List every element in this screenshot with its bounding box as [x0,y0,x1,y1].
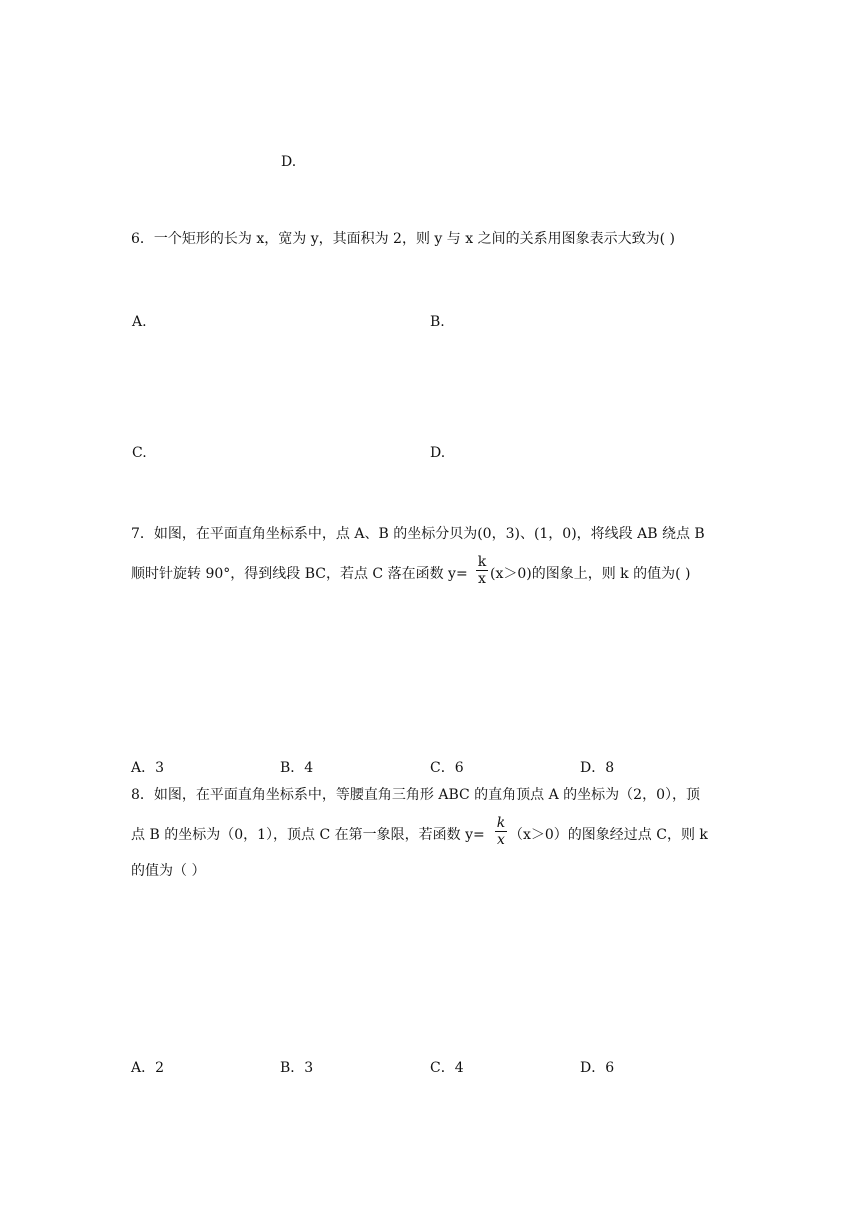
q8-answer-b: B．3 [280,1060,314,1076]
q6a-origin-label: O [199,325,210,341]
q8-stem-line2-pre: 点 B 的坐标为（0，1），顶点 C 在第一象限，若函数 y= [131,827,485,843]
q5-option-d-label: D. [281,154,297,170]
q7-point-c-label: C [218,661,227,676]
q8-fraction [495,815,507,848]
q7-stem-line2-pre: 顺时针旋转 90°，得到线段 BC，若点 C 落在函数 y= [131,566,468,582]
q8-stem-line3: 的值为（ ） [131,863,206,879]
q7-fraction-denominator: x [476,570,488,587]
q8-point-a-label: A [200,1015,208,1030]
q7-answer-d: D．8 [580,760,615,776]
q6-stem: 6．一个矩形的长为 x，宽为 y，其面积为 2，则 y 与 x 之间的关系用图象表示大致为( ) [131,231,675,247]
q8-stem-line2-post: （x＞0）的图象经过点 C，则 k [509,827,708,843]
q7-x-label: x [248,695,254,710]
q5-y-label: y [330,101,335,113]
q7-stem-line1: 7．如图，在平面直角坐标系中，点 A、B 的坐标分贝为(0，3)、(1，0)，将线段 AB 绕点 B [131,526,705,542]
q7-answer-b: B．4 [280,760,314,776]
q7-fraction-numerator: k [477,554,487,570]
q6b-y-label: y [520,266,527,282]
q6-option-a-label: A. [132,314,147,330]
q5-tick-10: 10 [346,189,356,200]
q7-fraction [476,554,488,587]
q8-origin-label: O [142,1015,152,1030]
q8-stem-line1: 8．如图，在平面直角坐标系中，等腰直角三角形 ABC 的直角顶点 A 的坐标为（2，0），顶 [131,787,701,803]
q7-y-label: y [148,600,154,615]
q6c-origin-label: O [195,455,206,471]
q7-answer-a: A．3 [131,760,165,776]
q8-x-label: x [312,1016,318,1031]
q8-fraction-denominator: x [495,831,507,848]
q7-origin-label: O [150,694,160,709]
q6-option-d-label: D. [430,445,446,461]
q6b-x-label: x [548,328,555,344]
q6d-x-label: x [553,458,560,474]
q6a-x-label: x [250,328,257,344]
q8-answer-c: C．4 [430,1060,464,1076]
q6b-origin-label: O [497,325,508,341]
q8-point-b-label: B [141,979,149,994]
q5-origin-label: O [328,189,336,201]
q5-x-label: x [417,180,422,192]
q7-point-a-label: A [149,642,157,657]
q8-answer-d: D．6 [580,1060,615,1076]
q7-point-b-label: B [171,694,179,709]
q5-tick-100: 100 [383,189,398,200]
q6-option-b-label: B. [430,314,445,330]
q6a-y-label: y [222,266,229,282]
q6-option-c-label: C. [132,445,147,461]
q6d-origin-label: O [504,455,515,471]
q6c-x-label: x [243,458,250,474]
q6d-y-label: y [526,399,533,415]
q8-point-c-label: C [234,946,243,961]
q8-y-label: y [142,888,148,903]
q7-answer-c: C．6 [430,760,464,776]
q7-stem-line2-post: (x＞0)的图象上，则 k 的值为( ) [490,566,691,582]
q6c-y-label: y [217,399,224,415]
q8-answer-a: A．2 [131,1060,165,1076]
q8-fraction-numerator: k [496,815,506,831]
